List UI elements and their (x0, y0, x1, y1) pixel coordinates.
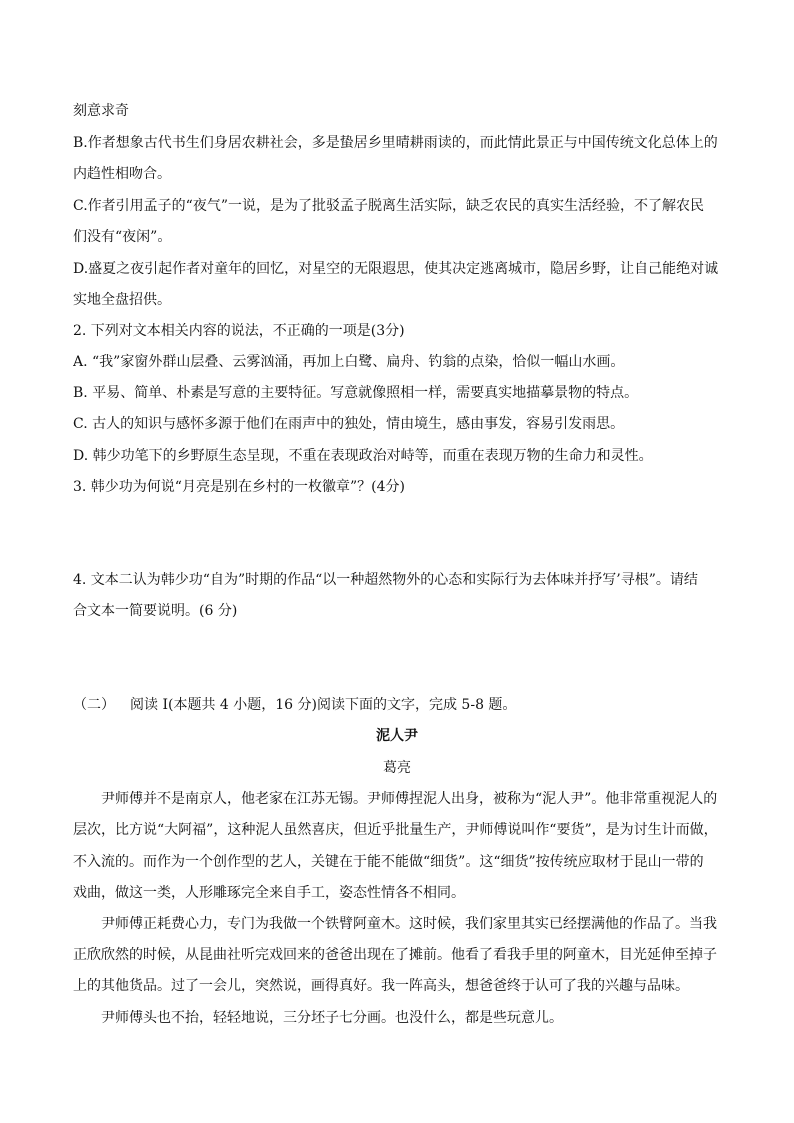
q2-option-c: C. 古人的知识与感怀多源于他们在雨声中的独处，情由境生，感由事发，容易引发雨思。 (73, 416, 625, 432)
q2-option-b: B. 平易、简单、朴素是写意的主要特征。写意就像照相一样，需要真实地描摹景物的特点。 (73, 385, 639, 401)
q4-stem-line2: 合文本一简要说明。(6 分) (73, 603, 238, 619)
q2-option-a: A. “我”家窗外群山层叠、云雾汹涌，再加上白鹭、扁舟、钓翁的点染，恰似一幅山水画。 (73, 354, 625, 370)
q4-stem-line1: 4. 文本二认为韩少功“自为”时期的作品“以一种超然物外的心态和实际行为去体味并抒写’寻根”。请结 (73, 572, 698, 588)
article-author: 葛亮 (383, 760, 411, 776)
paragraph-2-line2: 正欣欣然的时候，从昆曲社听完戏回来的爸爸出现在了摊前。他看了看我手里的阿童木，目光延伸至掉子 (73, 947, 717, 963)
article-title: 泥人尹 (376, 728, 418, 744)
q1-option-d-line2: 实地全盘招供。 (73, 292, 171, 308)
paragraph-2-line1: 尹师傅正耗费心力，专门为我做一个铁臂阿童木。这时候，我们家里其实已经摆满他的作品了。当我 (101, 916, 717, 932)
section-number: （二） (73, 697, 115, 713)
q1-option-b-line2: 内趋性相吻合。 (73, 166, 171, 182)
paragraph-1-line3: 不入流的。而作为一个创作型的艺人，关键在于能不能做“细货”。这“细货”按传统应取材于昆山一带的 (73, 854, 704, 870)
paragraph-3-line1: 尹师傅头也不抬，轻轻地说，三分坯子七分画。也没什么，都是些玩意儿。 (101, 1010, 563, 1026)
q2-stem: 2. 下列对文本相关内容的说法，不正确的一项是(3分) (73, 323, 405, 339)
paragraph-1-line1: 尹师傅并不是南京人，他老家在江苏无锡。尹师傅捏泥人出身，被称为“泥人尹”。他非常重视泥人的 (101, 791, 718, 807)
q1-option-b-line1: B.作者想象古代书生们身居农耕社会，多是蛰居乡里晴耕雨读的，而此情此景正与中国传统文化总体上的 (73, 135, 718, 151)
section-instruction: 阅读 I(本题共 4 小题，16 分)阅读下面的文字，完成 5-8 题。 (130, 697, 517, 713)
q1-option-a-tail: 刻意求奇 (73, 103, 129, 119)
q2-option-d: D. 韩少功笔下的乡野原生态呈现，不重在表现政治对峙等，而重在表现万物的生命力和灵性。 (73, 448, 653, 464)
q1-option-c-line2: 们没有“夜闲”。 (73, 229, 172, 245)
q1-option-d-line1: D.盛夏之夜引起作者对童年的回忆，对星空的无限遐思，使其决定逃离城市，隐居乡野，让自己能绝对诚 (73, 261, 719, 277)
q1-option-c-line1: C.作者引用孟子的“夜气”一说，是为了批驳孟子脱离生活实际，缺乏农民的真实生活经验，不了解农民 (73, 198, 704, 214)
paragraph-1-line4: 戏曲，做这一类，人形雕琢完全来自手工，姿态性情各不相同。 (73, 885, 465, 901)
paragraph-2-line3: 上的其他货品。过了一会儿，突然说，画得真好。我一阵高头，想爸爸终于认可了我的兴趣与品味。 (73, 978, 689, 994)
q3-stem: 3. 韩少功为何说“月亮是别在乡村的一枚徽章”？(4分) (73, 479, 405, 495)
paragraph-1-line2: 层次，比方说“大阿福”，这种泥人虽然喜庆，但近乎批量生产，尹师傅说叫作“要货”，是为讨生计而做， (73, 822, 718, 838)
